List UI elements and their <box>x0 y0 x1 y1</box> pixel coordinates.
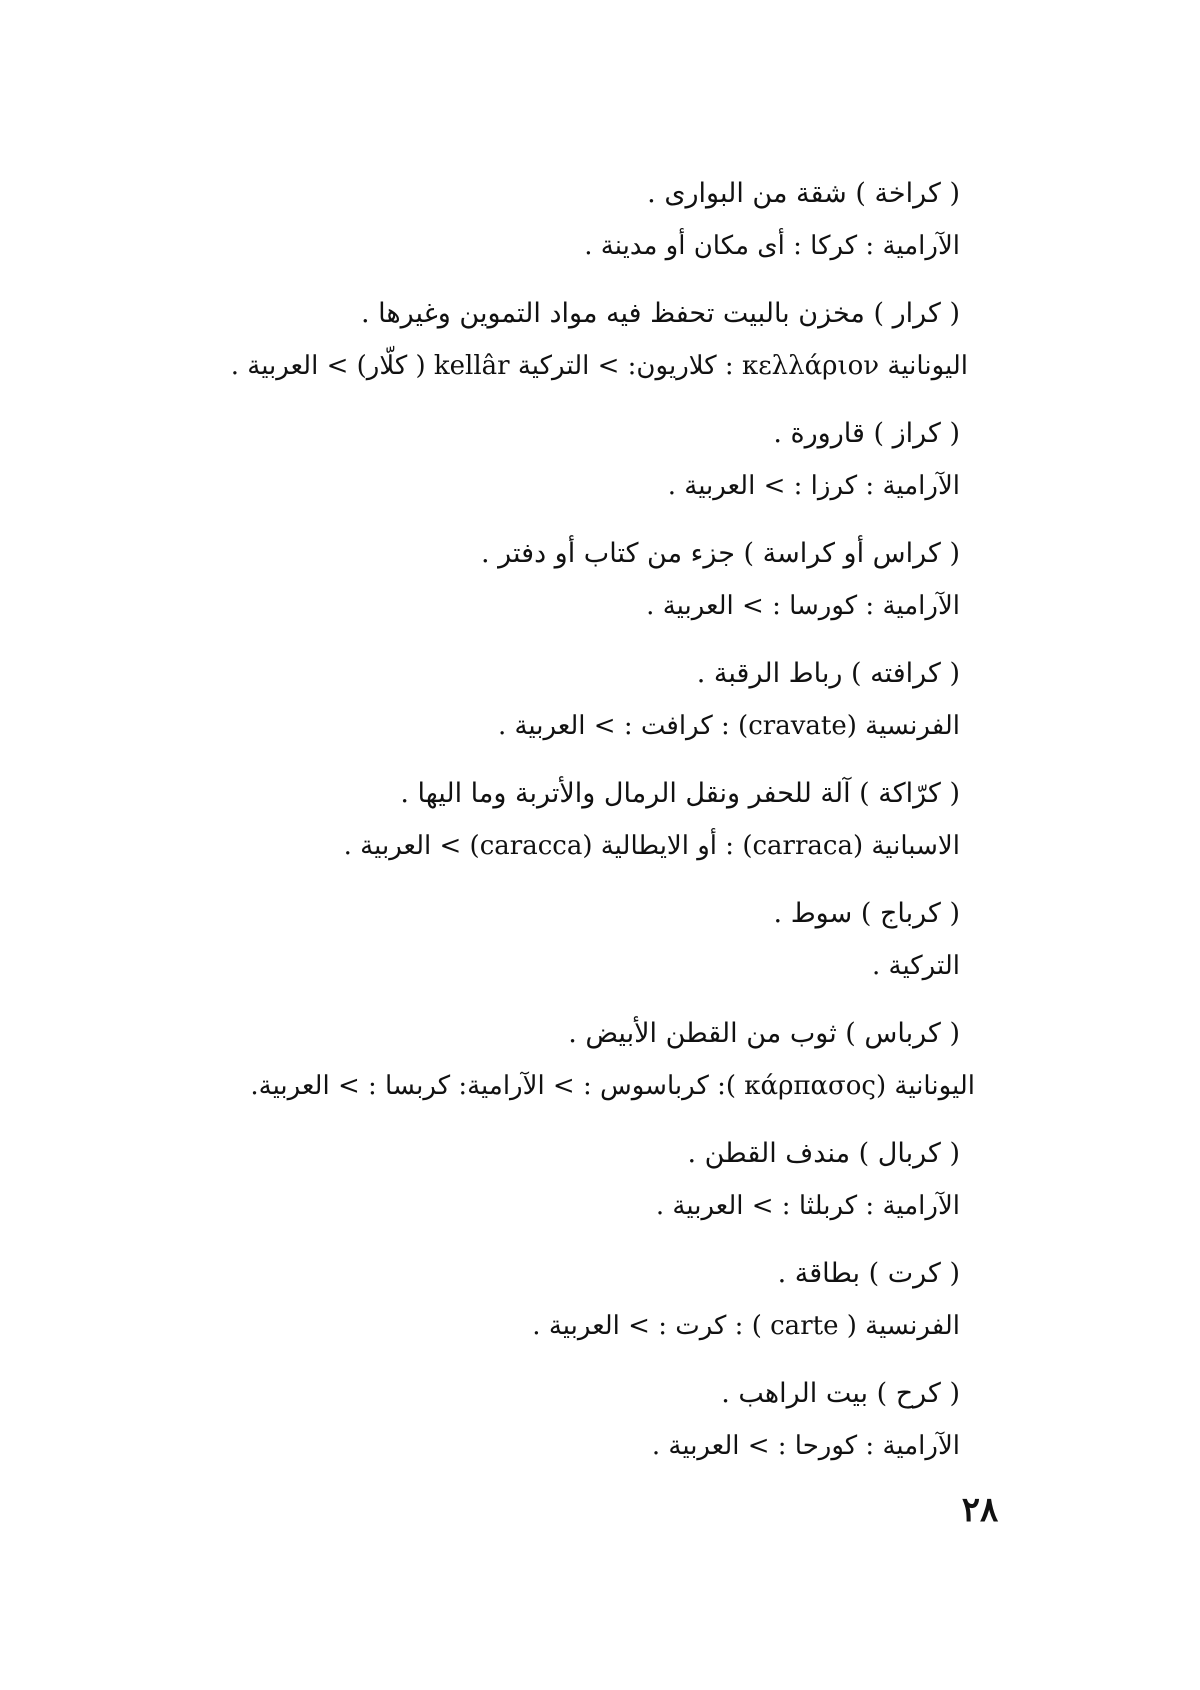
entry-definition: ( كراخة ) شقة من البوارى . <box>647 178 960 209</box>
entry-definition: ( كراس أو كراسة ) جزء من كتاب أو دفتر . <box>480 538 960 569</box>
entry-etymology: الفرنسية (cravate) : كرافت : > العربية . <box>497 711 960 741</box>
entry-definition: ( كرباس ) ثوب من القطن الأبيض . <box>568 1018 960 1049</box>
entry-definition: ( كرّاكة ) آلة للحفر ونقل الرمال والأتربة وما اليها . <box>400 778 960 809</box>
entry-etymology: الآرامية : كربلثا : > العربية . <box>655 1191 960 1221</box>
entry-etymology: التركية . <box>871 951 960 981</box>
glossary-entry <box>200 288 968 392</box>
entry-etymology: الآرامية : كورحا : > العربية . <box>651 1431 960 1461</box>
entry-etymology: الآرامية : كركا : أى مكان أو مدينة . <box>584 231 960 261</box>
glossary-entry <box>200 408 960 512</box>
glossary-entry <box>200 768 960 872</box>
entry-definition: ( كرت ) بطاقة . <box>777 1258 960 1289</box>
glossary-entry <box>200 1008 975 1112</box>
entry-etymology: اليونانية (κάρπασος ): كرباسوس : > الآرامية: كربسا : > العربية. <box>250 1071 975 1101</box>
entry-definition: ( كرح ) بيت الراهب . <box>721 1378 960 1409</box>
entry-etymology: الاسبانية (carraca) : أو الايطالية (caracca) > العربية . <box>343 831 960 861</box>
glossary-entry <box>200 168 960 272</box>
glossary-entry <box>200 1128 960 1232</box>
entry-definition: ( كرار ) مخزن بالبيت تحفظ فيه مواد التموين وغيرها . <box>360 298 960 329</box>
glossary-entry <box>200 1368 960 1472</box>
glossary-entry <box>200 1248 960 1352</box>
glossary-entry <box>200 648 960 752</box>
entry-definition: ( كرباج ) سوط . <box>773 898 960 929</box>
entry-etymology: الفرنسية ( carte ) : كرت : > العربية . <box>532 1311 960 1341</box>
glossary-entry <box>200 528 960 632</box>
entry-definition: ( كربال ) مندف القطن . <box>687 1138 960 1169</box>
entry-etymology: اليونانية κελλάριον : كلاريون: > التركية kellâr ( كلّار) > العربية . <box>230 351 968 381</box>
entry-definition: ( كراز ) قارورة . <box>773 418 960 449</box>
glossary-entries <box>200 168 975 1488</box>
page-number: ٢٨ <box>961 1490 999 1530</box>
glossary-entry <box>200 888 960 992</box>
entry-etymology: الآرامية : كرزا : > العربية . <box>667 471 960 501</box>
entry-definition: ( كرافته ) رباط الرقبة . <box>696 658 960 689</box>
entry-etymology: الآرامية : كورسا : > العربية . <box>646 591 960 621</box>
